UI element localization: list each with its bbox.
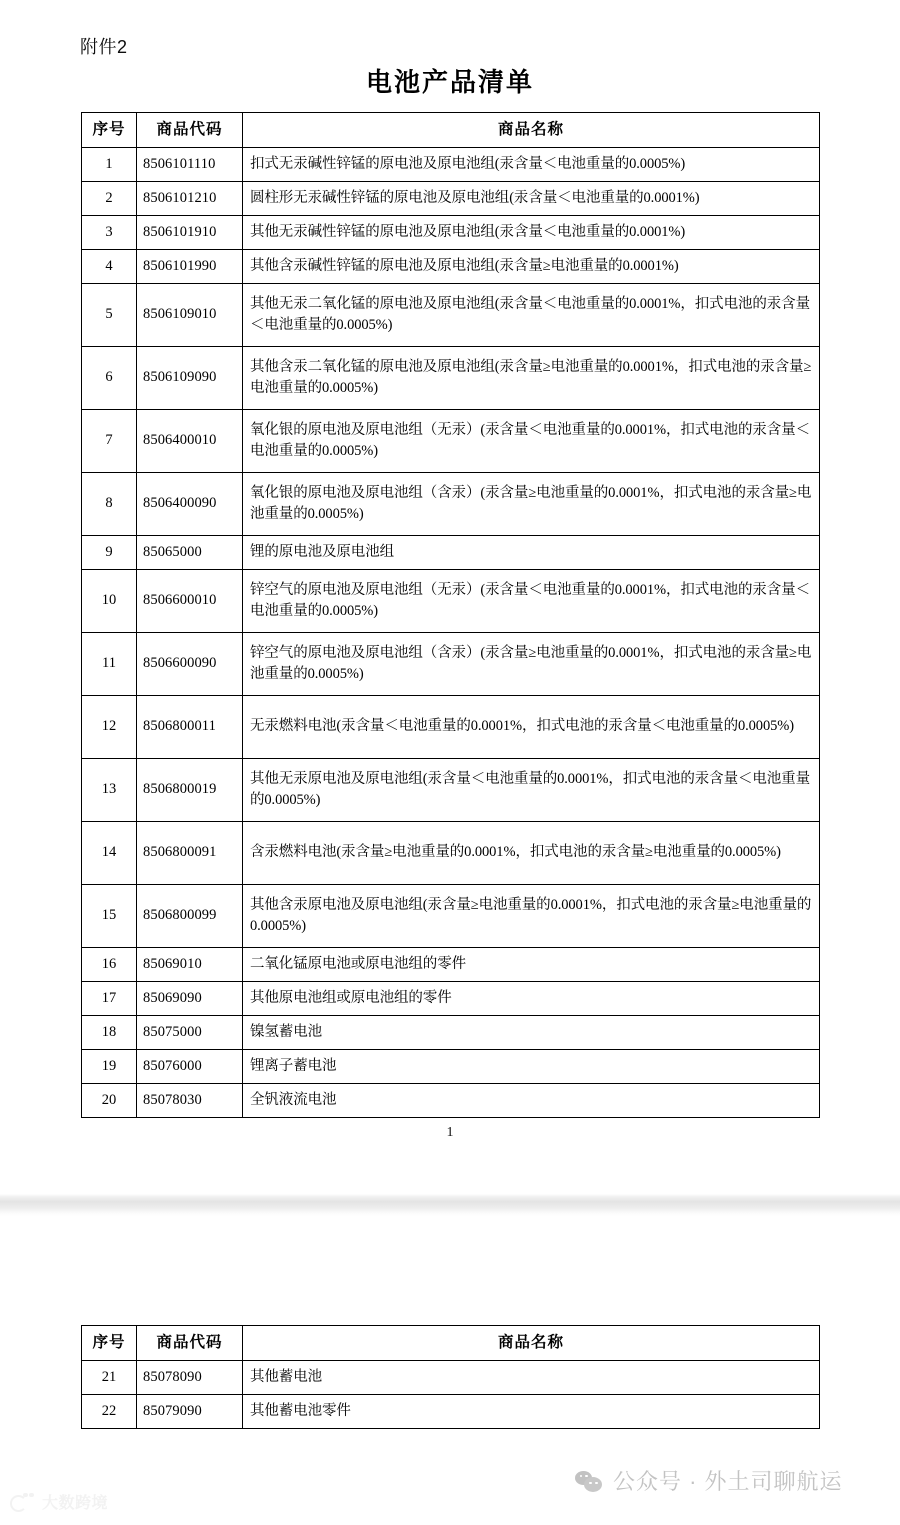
cell-index: 5 — [82, 284, 137, 347]
cell-index: 18 — [82, 1016, 137, 1050]
cell-commodity-code: 85065000 — [137, 536, 243, 570]
table-row — [82, 473, 820, 536]
product-list-table-continued — [81, 1325, 820, 1429]
table-row — [82, 216, 820, 250]
column-header-name: 商品名称 — [243, 113, 820, 148]
cell-index: 10 — [82, 570, 137, 633]
cell-commodity-code: 85079090 — [137, 1395, 243, 1429]
cell-commodity-name: 其他原电池组或原电池组的零件 — [243, 982, 820, 1016]
cell-commodity-code: 85069010 — [137, 948, 243, 982]
cell-commodity-name: 锂的原电池及原电池组 — [243, 536, 820, 570]
cell-commodity-name: 镍氢蓄电池 — [243, 1016, 820, 1050]
table-row — [82, 1084, 820, 1118]
table-row — [82, 536, 820, 570]
cell-commodity-name: 其他无汞原电池及原电池组(汞含量＜电池重量的0.0001%，扣式电池的汞含量＜电池重量的0.0005%) — [243, 759, 820, 822]
cell-commodity-name: 扣式无汞碱性锌锰的原电池及原电池组(汞含量＜电池重量的0.0005%) — [243, 148, 820, 182]
cell-commodity-code: 8506101210 — [137, 182, 243, 216]
cell-commodity-code: 8506800099 — [137, 885, 243, 948]
table-row — [82, 885, 820, 948]
cell-index: 21 — [82, 1361, 137, 1395]
table-header-row-continued — [82, 1326, 820, 1361]
cell-commodity-name: 其他无汞碱性锌锰的原电池及原电池组(汞含量＜电池重量的0.0001%) — [243, 216, 820, 250]
cell-commodity-code: 8506800019 — [137, 759, 243, 822]
cell-commodity-name: 其他含汞二氧化锰的原电池及原电池组(汞含量≥电池重量的0.0001%，扣式电池的汞含量≥电池重量的0.0005%) — [243, 347, 820, 410]
cell-commodity-name: 锌空气的原电池及原电池组（含汞）(汞含量≥电池重量的0.0001%，扣式电池的汞含量≥电池重量的0.0005%) — [243, 633, 820, 696]
cell-commodity-name: 全钒液流电池 — [243, 1084, 820, 1118]
table-row — [82, 148, 820, 182]
cell-commodity-name: 其他含汞原电池及原电池组(汞含量≥电池重量的0.0001%，扣式电池的汞含量≥电池重量的0.0005%) — [243, 885, 820, 948]
table-row — [82, 284, 820, 347]
cell-index: 22 — [82, 1395, 137, 1429]
cell-commodity-code: 8506109010 — [137, 284, 243, 347]
table-row — [82, 1361, 820, 1395]
wechat-icon — [575, 1469, 603, 1493]
attachment-label: 附件2 — [80, 37, 128, 57]
cell-commodity-code: 8506800011 — [137, 696, 243, 759]
cell-index: 7 — [82, 410, 137, 473]
cell-commodity-code: 8506600010 — [137, 570, 243, 633]
brand-watermark — [10, 1490, 108, 1513]
cell-commodity-code: 85078090 — [137, 1361, 243, 1395]
column-header-index: 序号 — [82, 1326, 137, 1361]
cell-index: 19 — [82, 1050, 137, 1084]
cell-index: 13 — [82, 759, 137, 822]
cell-index: 4 — [82, 250, 137, 284]
cell-commodity-code: 8506800091 — [137, 822, 243, 885]
cell-commodity-name: 氧化银的原电池及原电池组（含汞）(汞含量≥电池重量的0.0001%，扣式电池的汞含量≥电池重量的0.0005%) — [243, 473, 820, 536]
cell-commodity-code: 8506109090 — [137, 347, 243, 410]
cell-commodity-name: 其他蓄电池零件 — [243, 1395, 820, 1429]
product-list-table-continued-wrapper — [81, 1325, 819, 1429]
table-row — [82, 982, 820, 1016]
cell-index: 14 — [82, 822, 137, 885]
cell-commodity-name: 其他无汞二氧化锰的原电池及原电池组(汞含量＜电池重量的0.0001%，扣式电池的汞含量＜电池重量的0.0005%) — [243, 284, 820, 347]
column-header-code: 商品代码 — [137, 1326, 243, 1361]
cell-commodity-name: 无汞燃料电池(汞含量＜电池重量的0.0001%，扣式电池的汞含量＜电池重量的0.0005%) — [243, 696, 820, 759]
cell-commodity-name: 二氧化锰原电池或原电池组的零件 — [243, 948, 820, 982]
table-header-continued — [82, 1326, 820, 1361]
cell-index: 15 — [82, 885, 137, 948]
cell-index: 3 — [82, 216, 137, 250]
cell-commodity-code: 8506600090 — [137, 633, 243, 696]
cell-index: 8 — [82, 473, 137, 536]
cell-commodity-name: 锌空气的原电池及原电池组（无汞）(汞含量＜电池重量的0.0001%，扣式电池的汞含量＜电池重量的0.0005%) — [243, 570, 820, 633]
cell-commodity-name: 其他含汞碱性锌锰的原电池及原电池组(汞含量≥电池重量的0.0001%) — [243, 250, 820, 284]
table-body — [82, 148, 820, 1118]
page-separator — [0, 1194, 900, 1216]
page-title: 电池产品清单 — [365, 68, 534, 97]
cell-commodity-name: 氧化银的原电池及原电池组（无汞）(汞含量＜电池重量的0.0001%，扣式电池的汞含量＜电池重量的0.0005%) — [243, 410, 820, 473]
table-row — [82, 948, 820, 982]
cell-index: 16 — [82, 948, 137, 982]
column-header-index: 序号 — [82, 113, 137, 148]
brand-logo-icon — [10, 1493, 36, 1511]
cell-commodity-code: 8506101110 — [137, 148, 243, 182]
table-row — [82, 1016, 820, 1050]
cell-commodity-code: 85076000 — [137, 1050, 243, 1084]
cell-commodity-code: 8506101990 — [137, 250, 243, 284]
table-row — [82, 1050, 820, 1084]
cell-commodity-name: 锂离子蓄电池 — [243, 1050, 820, 1084]
cell-commodity-code: 85075000 — [137, 1016, 243, 1050]
cell-index: 17 — [82, 982, 137, 1016]
cell-commodity-name: 圆柱形无汞碱性锌锰的原电池及原电池组(汞含量＜电池重量的0.0001%) — [243, 182, 820, 216]
table-row — [82, 410, 820, 473]
table-row — [82, 633, 820, 696]
cell-index: 6 — [82, 347, 137, 410]
cell-commodity-code: 8506101910 — [137, 216, 243, 250]
cell-commodity-code: 85078030 — [137, 1084, 243, 1118]
product-list-table-wrapper — [81, 112, 819, 1118]
cell-commodity-code: 8506400090 — [137, 473, 243, 536]
wechat-credit — [575, 1465, 843, 1496]
cell-commodity-name: 含汞燃料电池(汞含量≥电池重量的0.0001%，扣式电池的汞含量≥电池重量的0.0005%) — [243, 822, 820, 885]
table-row — [82, 182, 820, 216]
table-row — [82, 696, 820, 759]
cell-index: 20 — [82, 1084, 137, 1118]
cell-index: 2 — [82, 182, 137, 216]
brand-watermark-label: 大数跨境 — [42, 1495, 109, 1512]
table-row — [82, 250, 820, 284]
table-row — [82, 347, 820, 410]
page-number: 1 — [446, 1125, 454, 1140]
column-header-code: 商品代码 — [137, 113, 243, 148]
table-row — [82, 1395, 820, 1429]
cell-index: 11 — [82, 633, 137, 696]
table-header — [82, 113, 820, 148]
table-row — [82, 570, 820, 633]
product-list-table — [81, 112, 820, 1118]
cell-commodity-code: 85069090 — [137, 982, 243, 1016]
cell-index: 9 — [82, 536, 137, 570]
table-header-row — [82, 113, 820, 148]
column-header-name: 商品名称 — [243, 1326, 820, 1361]
table-body-continued — [82, 1361, 820, 1429]
cell-commodity-name: 其他蓄电池 — [243, 1361, 820, 1395]
table-row — [82, 759, 820, 822]
table-row — [82, 822, 820, 885]
cell-commodity-code: 8506400010 — [137, 410, 243, 473]
cell-index: 12 — [82, 696, 137, 759]
cell-index: 1 — [82, 148, 137, 182]
wechat-credit-label: 公众号 · 外土司聊航运 — [613, 1469, 843, 1494]
